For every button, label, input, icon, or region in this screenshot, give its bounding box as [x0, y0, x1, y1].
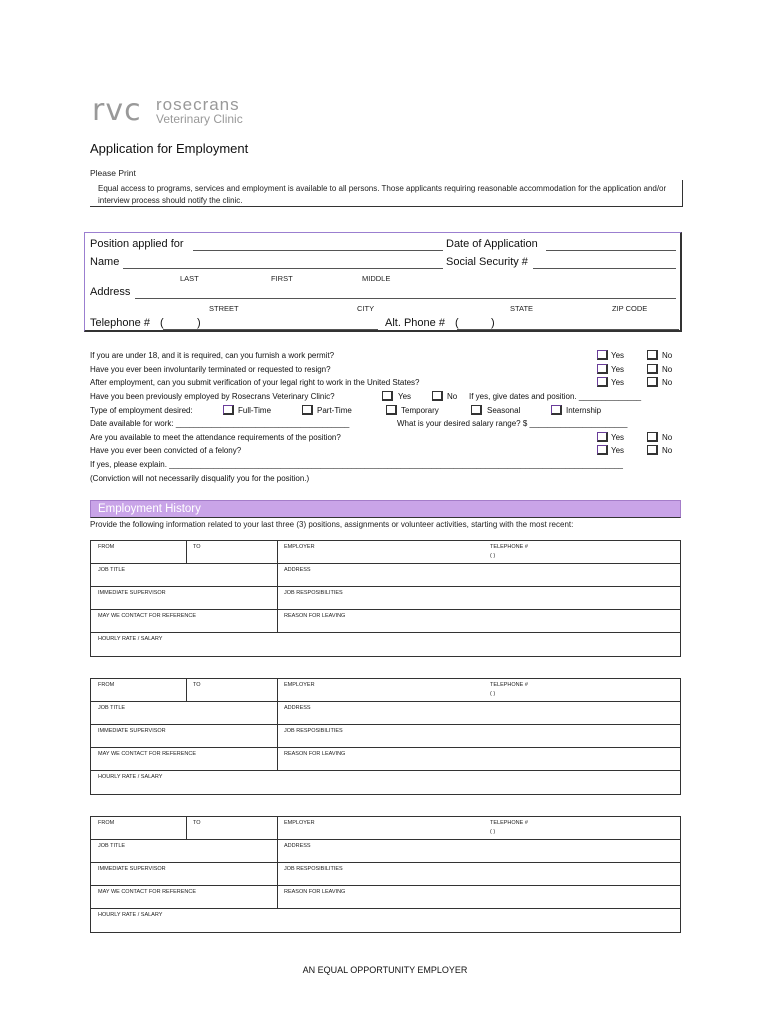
terminated-no-checkbox[interactable]: [647, 364, 658, 374]
equal-opportunity-footer: AN EQUAL OPPORTUNITY EMPLOYER: [302, 965, 468, 975]
city-sublabel: CITY: [357, 304, 375, 313]
equal-access-notice: Equal access to programs, services and employment is available to all persons. Those applicants requiring reasonable accommodation for the application and/or interview process should notify the clinic.: [90, 180, 683, 207]
seasonal-checkbox[interactable]: [471, 405, 482, 415]
felony-explain-line: If yes, please explain. ______________________________________________________________________________________________________: [90, 460, 623, 469]
question-previously-employed: Have you been previously employed by Rosecrans Veterinary Clinic?: [90, 392, 335, 401]
verification-no-checkbox[interactable]: [647, 377, 658, 387]
yes-label: Yes: [611, 378, 625, 387]
responsibilities-field[interactable]: JOB RESPOSIBILITIES: [284, 728, 343, 734]
logo-name: rosecrans: [156, 95, 240, 114]
no-label: No: [662, 351, 673, 360]
question-work-permit: If you are under 18, and it is required, can you furnish a work permit?: [90, 351, 335, 360]
ssn-field[interactable]: [533, 268, 676, 269]
work-permit-no-checkbox[interactable]: [647, 350, 658, 360]
position-label: Position applied for: [90, 238, 184, 250]
address-field[interactable]: ADDRESS: [284, 567, 311, 573]
personal-info-box: [84, 232, 682, 332]
address-field[interactable]: ADDRESS: [284, 843, 311, 849]
employment-instructions: Provide the following information related to your last three (3) positions, assignments or volunteer activities, starting with the most recent:: [90, 520, 574, 529]
address-field[interactable]: ADDRESS: [284, 705, 311, 711]
internship-label: Internship: [566, 406, 602, 415]
form-title: Application for Employment: [90, 141, 249, 156]
temporary-label: Temporary: [401, 406, 439, 415]
employment-table-2: [90, 678, 681, 795]
hourly-rate-field[interactable]: HOURLY RATE / SALARY: [98, 774, 163, 780]
job-title-field[interactable]: JOB TITLE: [98, 567, 126, 573]
date-application-field[interactable]: [546, 250, 676, 251]
no-label: No: [447, 392, 458, 401]
question-work-verification: After employment, can you submit verification of your legal right to work in the United States?: [90, 378, 420, 387]
conviction-disclaimer: (Conviction will not necessarily disqualify you for the position.): [90, 474, 310, 483]
first-sublabel: FIRST: [271, 274, 293, 283]
telephone-paren: ( ): [490, 553, 496, 559]
to-field[interactable]: TO: [193, 544, 201, 550]
zip-sublabel: ZIP CODE: [612, 304, 648, 313]
to-field[interactable]: TO: [193, 820, 201, 826]
name-field[interactable]: [123, 268, 443, 269]
please-print-note: Please Print: [90, 168, 136, 178]
date-application-label: Date of Application: [446, 238, 538, 250]
yes-label: Yes: [611, 433, 625, 442]
yes-label: Yes: [611, 351, 625, 360]
employer-field[interactable]: EMPLOYER: [284, 682, 315, 688]
telephone-field[interactable]: [163, 329, 378, 330]
internship-checkbox[interactable]: [551, 405, 562, 415]
clinic-logo: [92, 93, 262, 130]
logo-subtitle: Veterinary Clinic: [156, 112, 243, 126]
previously-employed-no-checkbox[interactable]: [432, 391, 443, 401]
part-time-checkbox[interactable]: [302, 405, 313, 415]
verification-yes-checkbox[interactable]: [597, 377, 608, 387]
felony-no-checkbox[interactable]: [647, 445, 658, 455]
telephone-paren-open: (: [160, 317, 164, 329]
employment-table-3: [90, 816, 681, 933]
alt-phone-label: Alt. Phone #: [385, 317, 445, 329]
reason-leaving-field[interactable]: REASON FOR LEAVING: [284, 889, 346, 895]
middle-sublabel: MIDDLE: [362, 274, 391, 283]
hourly-rate-field[interactable]: HOURLY RATE / SALARY: [98, 636, 163, 642]
hourly-rate-field[interactable]: HOURLY RATE / SALARY: [98, 912, 163, 918]
work-permit-yes-checkbox[interactable]: [597, 350, 608, 360]
question-date-available: Date available for work: _______________________________________: [90, 419, 350, 428]
position-field[interactable]: [193, 250, 443, 251]
yes-label: Yes: [398, 392, 412, 401]
address-field[interactable]: [135, 298, 676, 299]
logo-mark: rvc: [92, 93, 142, 128]
responsibilities-field[interactable]: JOB RESPOSIBILITIES: [284, 866, 343, 872]
telephone-paren: ( ): [490, 829, 496, 835]
no-label: No: [662, 365, 673, 374]
alt-phone-paren-close: ): [491, 317, 495, 329]
part-time-label: Part-Time: [317, 406, 352, 415]
previously-employed-yes-checkbox[interactable]: [382, 391, 393, 401]
contact-reference-field[interactable]: MAY WE CONTACT FOR REFERENCE: [98, 613, 196, 619]
previous-employment-detail: If yes, give dates and position. ______________: [469, 392, 642, 401]
supervisor-field[interactable]: IMMEDIATE SUPERVISOR: [98, 590, 166, 596]
question-felony: Have you ever been convicted of a felony?: [90, 446, 242, 455]
temporary-checkbox[interactable]: [386, 405, 397, 415]
attendance-yes-checkbox[interactable]: [597, 432, 608, 442]
alt-phone-field[interactable]: [457, 329, 679, 330]
job-title-field[interactable]: JOB TITLE: [98, 843, 126, 849]
employer-field[interactable]: EMPLOYER: [284, 544, 315, 550]
ssn-label: Social Security #: [446, 256, 528, 268]
from-field[interactable]: FROM: [98, 820, 115, 826]
reason-leaving-field[interactable]: REASON FOR LEAVING: [284, 751, 346, 757]
state-sublabel: STATE: [510, 304, 534, 313]
supervisor-field[interactable]: IMMEDIATE SUPERVISOR: [98, 728, 166, 734]
felony-yes-checkbox[interactable]: [597, 445, 608, 455]
question-attendance: Are you available to meet the attendance requirements of the position?: [90, 433, 341, 442]
from-field[interactable]: FROM: [98, 544, 115, 550]
name-label: Name: [90, 256, 120, 268]
responsibilities-field[interactable]: JOB RESPOSIBILITIES: [284, 590, 343, 596]
contact-reference-field[interactable]: MAY WE CONTACT FOR REFERENCE: [98, 889, 196, 895]
no-label: No: [662, 446, 673, 455]
contact-reference-field[interactable]: MAY WE CONTACT FOR REFERENCE: [98, 751, 196, 757]
alt-phone-paren-open: (: [455, 317, 459, 329]
no-label: No: [662, 433, 673, 442]
yes-label: Yes: [611, 365, 625, 374]
street-sublabel: STREET: [209, 304, 239, 313]
address-label: Address: [90, 286, 131, 298]
full-time-label: Full-Time: [238, 406, 272, 415]
seasonal-label: Seasonal: [487, 406, 521, 415]
to-field[interactable]: TO: [193, 682, 201, 688]
question-employment-type: Type of employment desired:: [90, 406, 193, 415]
job-title-field[interactable]: JOB TITLE: [98, 705, 126, 711]
employer-field[interactable]: EMPLOYER: [284, 820, 315, 826]
attendance-no-checkbox[interactable]: [647, 432, 658, 442]
question-terminated: Have you ever been involuntarily terminated or requested to resign?: [90, 365, 331, 374]
full-time-checkbox[interactable]: [223, 405, 234, 415]
yes-label: Yes: [611, 446, 625, 455]
telephone-paren-close: ): [197, 317, 201, 329]
telephone-label: Telephone #: [90, 317, 150, 329]
no-label: No: [662, 378, 673, 387]
last-sublabel: LAST: [180, 274, 199, 283]
employment-history-header: Employment History: [90, 500, 681, 518]
telephone-field[interactable]: TELEPHONE #: [490, 544, 528, 550]
telephone-field[interactable]: TELEPHONE #: [490, 682, 528, 688]
employment-table-1: [90, 540, 681, 657]
from-field[interactable]: FROM: [98, 682, 115, 688]
supervisor-field[interactable]: IMMEDIATE SUPERVISOR: [98, 866, 166, 872]
telephone-field[interactable]: TELEPHONE #: [490, 820, 528, 826]
question-salary-range: What is your desired salary range? $ ______________________: [397, 419, 628, 428]
telephone-paren: ( ): [490, 691, 496, 697]
terminated-yes-checkbox[interactable]: [597, 364, 608, 374]
reason-leaving-field[interactable]: REASON FOR LEAVING: [284, 613, 346, 619]
